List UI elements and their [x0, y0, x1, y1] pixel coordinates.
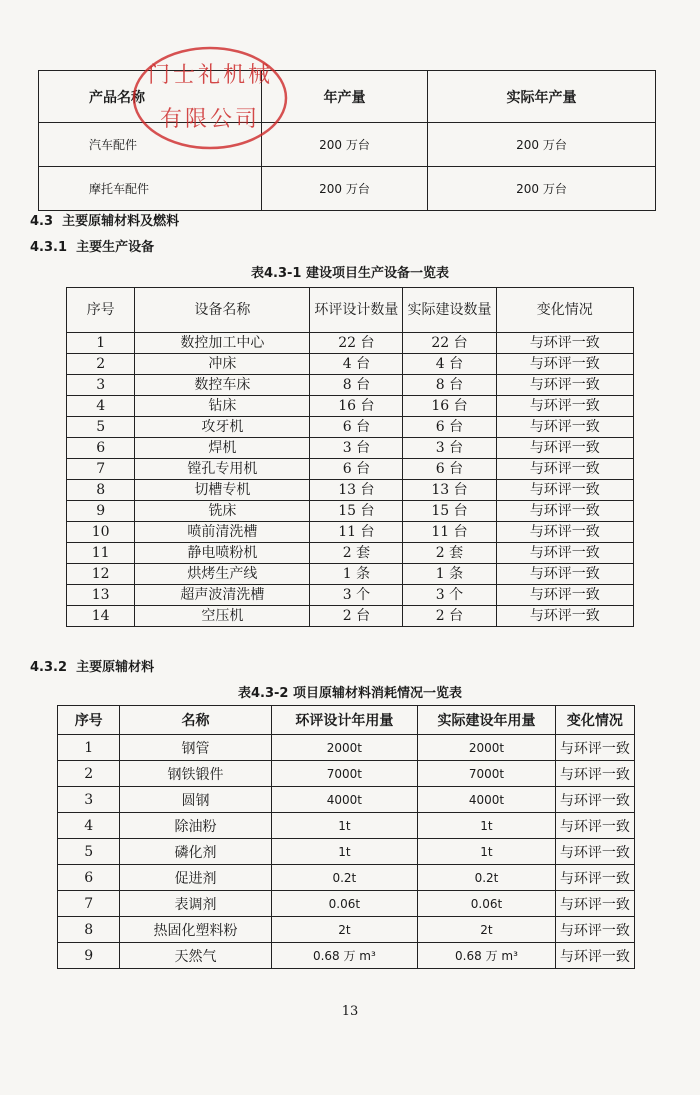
- table-row: [58, 761, 635, 787]
- table-cell: 6 台: [310, 459, 403, 480]
- table-cell: 与环评一致: [496, 396, 634, 417]
- table-cell: 与环评一致: [496, 459, 634, 480]
- header-cell: 产品名称: [39, 71, 262, 123]
- table-cell: 7: [67, 459, 135, 480]
- table-cell: 数控加工中心: [135, 333, 310, 354]
- table-cell: 8 台: [403, 375, 496, 396]
- table-cell: 与环评一致: [555, 943, 634, 969]
- table-cell: 与环评一致: [496, 417, 634, 438]
- table-cell: 磷化剂: [120, 839, 271, 865]
- table-cell: 数控车床: [135, 375, 310, 396]
- table-cell: 与环评一致: [496, 564, 634, 585]
- table-row: [67, 354, 634, 375]
- table-row: [67, 396, 634, 417]
- table-row: [58, 891, 635, 917]
- table-cell: 除油粉: [120, 813, 271, 839]
- table-cell: 10: [67, 522, 135, 543]
- table-cell: 0.2t: [418, 865, 556, 891]
- section-title: 主要生产设备: [76, 240, 155, 255]
- table-cell: 与环评一致: [496, 354, 634, 375]
- stamp-text-line1: 门士礼机械: [148, 63, 274, 88]
- table-cell: 7000t: [271, 761, 418, 787]
- table-cell: 与环评一致: [555, 865, 634, 891]
- table-cell: 热固化塑料粉: [120, 917, 271, 943]
- table-cell: 1: [58, 735, 120, 761]
- table-cell: 钢管: [120, 735, 271, 761]
- table-cell: 4: [67, 396, 135, 417]
- table-cell: 1t: [418, 839, 556, 865]
- table-cell: 15 台: [310, 501, 403, 522]
- table-cell: 静电喷粉机: [135, 543, 310, 564]
- table-cell: 与环评一致: [555, 761, 634, 787]
- table-cell: 4: [58, 813, 120, 839]
- table-cell: 2 套: [403, 543, 496, 564]
- table-cell: 0.06t: [418, 891, 556, 917]
- table-cell: 200 万台: [262, 167, 428, 211]
- table-cell: 促进剂: [120, 865, 271, 891]
- table-cell: 空压机: [135, 606, 310, 627]
- table-cell: 7000t: [418, 761, 556, 787]
- table-cell: 3 个: [403, 585, 496, 606]
- table-cell: 与环评一致: [496, 522, 634, 543]
- table-row: [58, 917, 635, 943]
- table-cell: 焊机: [135, 438, 310, 459]
- table-cell: 2000t: [271, 735, 418, 761]
- table-cell: 0.68 万 m³: [418, 943, 556, 969]
- table-cell: 15 台: [403, 501, 496, 522]
- header-cell: 序号: [67, 288, 135, 333]
- table-cell: 3 台: [403, 438, 496, 459]
- company-stamp: [130, 44, 290, 152]
- table-cell: 22 台: [403, 333, 496, 354]
- header-cell: 名称: [120, 706, 271, 735]
- table-cell: 3: [58, 787, 120, 813]
- section-heading-4-3-2: [30, 656, 154, 675]
- table-cell: 4000t: [271, 787, 418, 813]
- table-cell: 2 套: [310, 543, 403, 564]
- table-cell: 2 台: [310, 606, 403, 627]
- table-cell: 3 个: [310, 585, 403, 606]
- table-cell: 摩托车配件: [39, 167, 262, 211]
- table-cell: 与环评一致: [555, 813, 634, 839]
- table-cell: 200 万台: [428, 123, 656, 167]
- section-number: 4.3: [30, 214, 54, 229]
- table-cell: 6: [58, 865, 120, 891]
- table-row: [67, 333, 634, 354]
- table-cell: 200 万台: [262, 123, 428, 167]
- table-cell: 16 台: [310, 396, 403, 417]
- table-cell: 与环评一致: [496, 375, 634, 396]
- table-cell: 与环评一致: [496, 501, 634, 522]
- header-cell: 变化情况: [496, 288, 634, 333]
- table-cell: 与环评一致: [555, 839, 634, 865]
- table-header-row: [58, 706, 635, 735]
- table-cell: 2t: [418, 917, 556, 943]
- table-row: [67, 522, 634, 543]
- table-cell: 与环评一致: [496, 480, 634, 501]
- table-row: [67, 501, 634, 522]
- table-cell: 1t: [271, 839, 418, 865]
- table-cell: 冲床: [135, 354, 310, 375]
- table-cell: 16 台: [403, 396, 496, 417]
- table-cell: 22 台: [310, 333, 403, 354]
- table-cell: 喷前清洗槽: [135, 522, 310, 543]
- stamp-text-line2: 有限公司: [160, 107, 261, 132]
- table-cell: 13: [67, 585, 135, 606]
- table-cell: 圆钢: [120, 787, 271, 813]
- section-heading-4-3: [30, 210, 179, 229]
- table-row: [67, 543, 634, 564]
- table-cell: 13 台: [403, 480, 496, 501]
- table-row: [67, 417, 634, 438]
- table-cell: 铣床: [135, 501, 310, 522]
- section-title: 主要原辅材料及燃料: [62, 214, 180, 229]
- header-cell: 实际年产量: [428, 71, 656, 123]
- table-cell: 表调剂: [120, 891, 271, 917]
- section-title: 主要原辅材料: [76, 660, 155, 675]
- table-cell: 天然气: [120, 943, 271, 969]
- table-cell: 8: [58, 917, 120, 943]
- table-cell: 11 台: [310, 522, 403, 543]
- equipment-table-caption: 表4.3-1 建设项目生产设备一览表: [251, 266, 449, 281]
- table-cell: 8 台: [310, 375, 403, 396]
- table-cell: 与环评一致: [496, 585, 634, 606]
- table-cell: 11: [67, 543, 135, 564]
- table-cell: 1 条: [310, 564, 403, 585]
- table-cell: 钢铁锻件: [120, 761, 271, 787]
- table-row: [67, 480, 634, 501]
- table-cell: 5: [67, 417, 135, 438]
- table-cell: 3: [67, 375, 135, 396]
- table-cell: 6: [67, 438, 135, 459]
- header-cell: 年产量: [262, 71, 428, 123]
- table-cell: 6 台: [403, 417, 496, 438]
- table-cell: 14: [67, 606, 135, 627]
- table-row: [58, 735, 635, 761]
- header-cell: 实际建设年用量: [418, 706, 556, 735]
- table-cell: 与环评一致: [555, 735, 634, 761]
- table-cell: 钻床: [135, 396, 310, 417]
- table-header-row: [67, 288, 634, 333]
- table-row: [67, 564, 634, 585]
- header-cell: 环评设计年用量: [271, 706, 418, 735]
- table-cell: 1 条: [403, 564, 496, 585]
- table-cell: 11 台: [403, 522, 496, 543]
- header-cell: 设备名称: [135, 288, 310, 333]
- table-cell: 8: [67, 480, 135, 501]
- table-cell: 12: [67, 564, 135, 585]
- table-cell: 与环评一致: [496, 606, 634, 627]
- header-cell: 序号: [58, 706, 120, 735]
- table-row: [67, 438, 634, 459]
- table-cell: 0.68 万 m³: [271, 943, 418, 969]
- table-row: [67, 459, 634, 480]
- table-cell: 2: [58, 761, 120, 787]
- table-row: [67, 375, 634, 396]
- header-cell: 环评设计数量: [310, 288, 403, 333]
- table-cell: 与环评一致: [555, 917, 634, 943]
- table-cell: 13 台: [310, 480, 403, 501]
- equipment-table: [66, 287, 634, 627]
- table-cell: 200 万台: [428, 167, 656, 211]
- table-row: [58, 787, 635, 813]
- table-row: [58, 943, 635, 969]
- materials-table-caption: 表4.3-2 项目原辅材料消耗情况一览表: [238, 686, 462, 701]
- table-cell: 攻牙机: [135, 417, 310, 438]
- table-cell: 9: [58, 943, 120, 969]
- table-cell: 与环评一致: [555, 787, 634, 813]
- table-cell: 0.06t: [271, 891, 418, 917]
- section-number: 4.3.1: [30, 240, 68, 255]
- table-cell: 2t: [271, 917, 418, 943]
- table-cell: 4 台: [310, 354, 403, 375]
- table-cell: 与环评一致: [496, 543, 634, 564]
- table-cell: 与环评一致: [555, 891, 634, 917]
- table-cell: 4000t: [418, 787, 556, 813]
- table-cell: 4 台: [403, 354, 496, 375]
- table-cell: 6 台: [403, 459, 496, 480]
- table-cell: 烘烤生产线: [135, 564, 310, 585]
- equipment-table-body: [67, 333, 634, 627]
- table-cell: 1: [67, 333, 135, 354]
- table-row: [67, 585, 634, 606]
- table-cell: 镗孔专用机: [135, 459, 310, 480]
- table-cell: 1t: [271, 813, 418, 839]
- table-cell: 2000t: [418, 735, 556, 761]
- table-cell: 6 台: [310, 417, 403, 438]
- section-number: 4.3.2: [30, 660, 68, 675]
- table-cell: 9: [67, 501, 135, 522]
- table-cell: 超声波清洗槽: [135, 585, 310, 606]
- table-cell: 5: [58, 839, 120, 865]
- table-cell: 1t: [418, 813, 556, 839]
- table-cell: 7: [58, 891, 120, 917]
- section-heading-4-3-1: [30, 236, 154, 255]
- table-row: [58, 813, 635, 839]
- table-row: [67, 606, 634, 627]
- table-cell: 与环评一致: [496, 333, 634, 354]
- table-cell: 0.2t: [271, 865, 418, 891]
- header-cell: 实际建设数量: [403, 288, 496, 333]
- table-cell: 3 台: [310, 438, 403, 459]
- table-row: [39, 167, 656, 211]
- page-number: 13: [341, 1004, 359, 1019]
- table-cell: 切槽专机: [135, 480, 310, 501]
- table-cell: 汽车配件: [39, 123, 262, 167]
- table-cell: 与环评一致: [496, 438, 634, 459]
- table-cell: 2: [67, 354, 135, 375]
- table-row: [58, 865, 635, 891]
- header-cell: 变化情况: [555, 706, 634, 735]
- materials-table: [57, 705, 635, 969]
- materials-table-body: [58, 735, 635, 969]
- table-cell: 2 台: [403, 606, 496, 627]
- table-row: [58, 839, 635, 865]
